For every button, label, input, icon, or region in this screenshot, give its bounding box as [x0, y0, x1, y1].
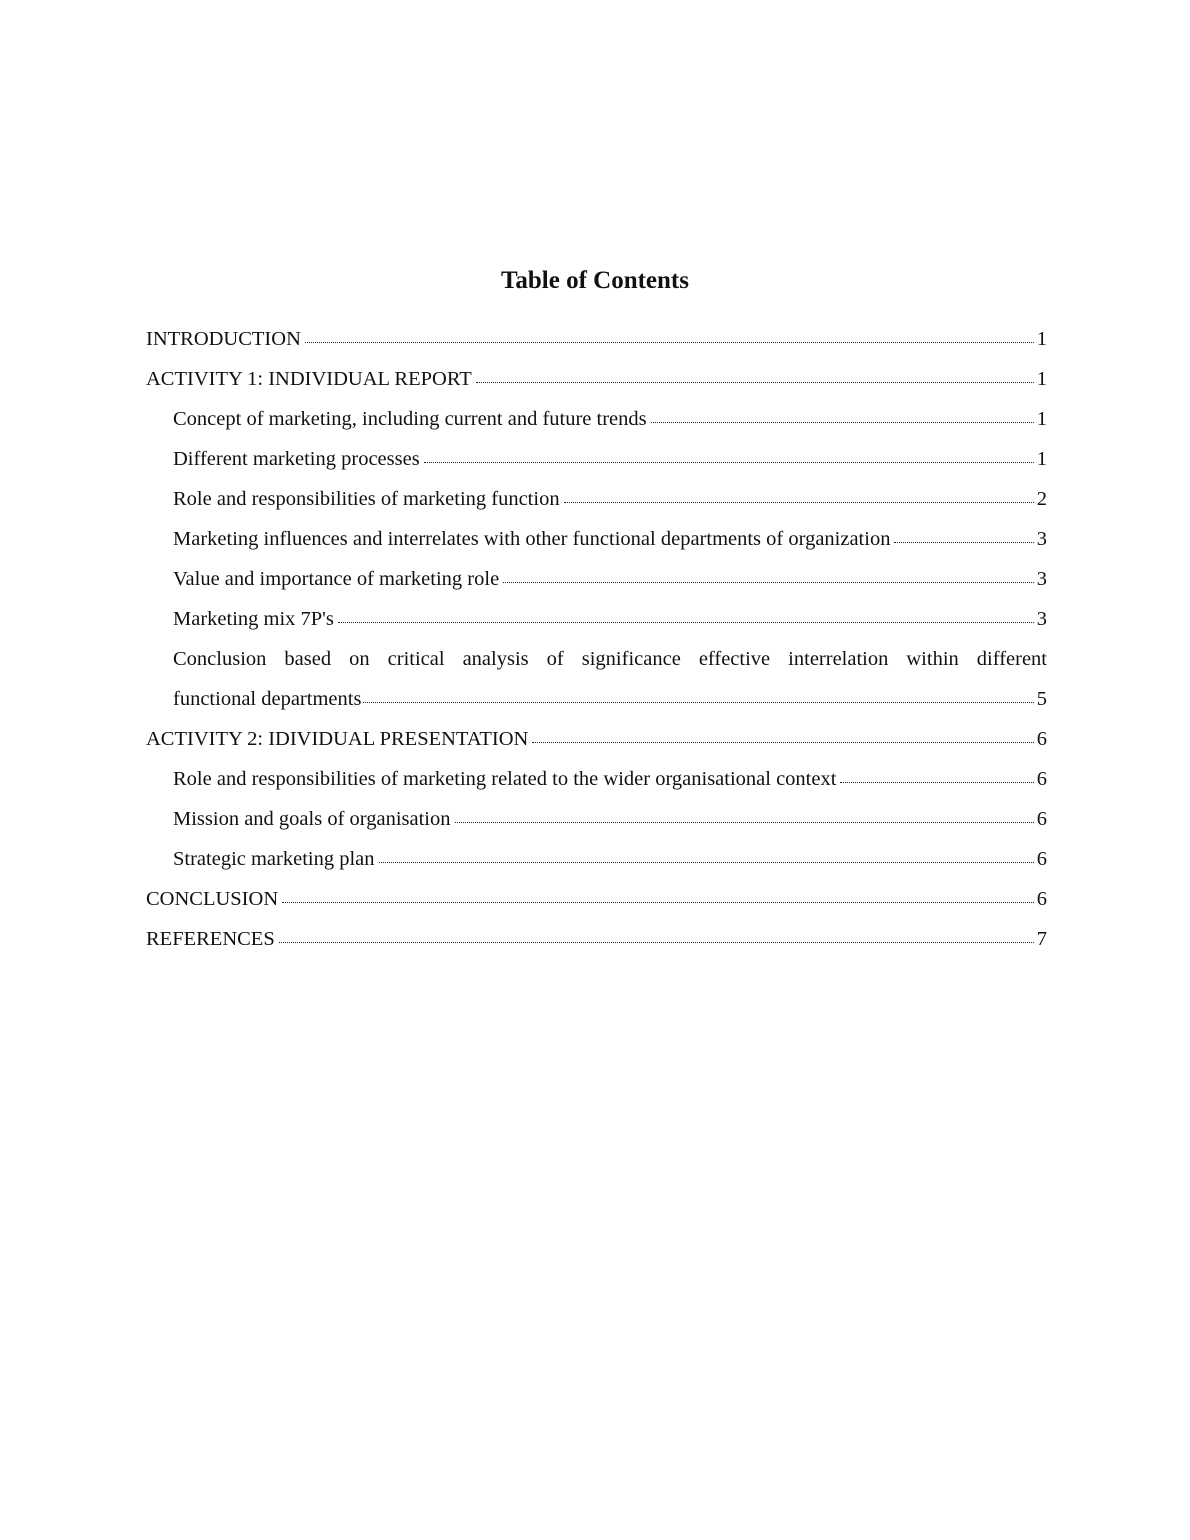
dot-leader — [894, 541, 1033, 543]
toc-list — [146, 319, 1047, 959]
toc-page-number: 2 — [1036, 488, 1047, 510]
toc-entry-label: Different marketing processes — [173, 448, 420, 470]
toc-entry-label: REFERENCES — [146, 928, 275, 950]
dot-leader — [455, 821, 1034, 823]
toc-page-number: 3 — [1036, 528, 1047, 550]
toc-page-number: 1 — [1036, 448, 1047, 470]
toc-entry-concept-of-marketing[interactable] — [146, 399, 1047, 439]
toc-entry-activity-1[interactable] — [146, 359, 1047, 399]
dot-leader — [503, 581, 1034, 583]
toc-entry-role-responsibilities[interactable] — [146, 479, 1047, 519]
dot-leader — [363, 701, 1033, 703]
toc-entry-label: Role and responsibilities of marketing function — [173, 488, 560, 510]
dot-leader — [564, 501, 1034, 503]
toc-entry-activity-2[interactable] — [146, 719, 1047, 759]
toc-entry-conclusion[interactable] — [146, 879, 1047, 919]
toc-page-number: 6 — [1036, 728, 1047, 750]
toc-entry-label: Concept of marketing, including current and future trends — [173, 408, 647, 430]
dot-leader — [379, 861, 1034, 863]
toc-entry-label: INTRODUCTION — [146, 328, 301, 350]
toc-page-number: 1 — [1036, 368, 1047, 390]
toc-entry-role-wider-context[interactable] — [146, 759, 1047, 799]
toc-entry-value-importance[interactable] — [146, 559, 1047, 599]
toc-page-number: 6 — [1036, 768, 1047, 790]
toc-entry-introduction[interactable] — [146, 319, 1047, 359]
toc-entry-label: ACTIVITY 2: IDIVIDUAL PRESENTATION — [146, 728, 529, 750]
toc-page-number: 6 — [1036, 808, 1047, 830]
toc-entry-marketing-influences[interactable] — [146, 519, 1047, 559]
toc-entry-marketing-processes[interactable] — [146, 439, 1047, 479]
toc-page-number: 3 — [1036, 608, 1047, 630]
toc-entry-label: Strategic marketing plan — [173, 848, 375, 870]
toc-entry-label: Marketing mix 7P's — [173, 608, 334, 630]
toc-page-number: 1 — [1036, 408, 1047, 430]
toc-entry-label: Role and responsibilities of marketing related to the wider organisational context — [173, 768, 837, 790]
toc-entry-conclusion-analysis[interactable] — [146, 639, 1047, 719]
toc-entry-label-line2: functional departments — [173, 688, 362, 710]
toc-entry-label: Value and importance of marketing role — [173, 568, 500, 590]
dot-leader — [305, 341, 1034, 343]
toc-entry-mission-goals[interactable] — [146, 799, 1047, 839]
toc-entry-line2 — [173, 679, 1047, 719]
dot-leader — [476, 381, 1034, 383]
toc-page-number: 1 — [1036, 328, 1047, 350]
dot-leader — [279, 941, 1034, 943]
toc-entry-label-line1: Conclusion based on critical analysis of significance effective interrelation within different — [173, 648, 1047, 670]
dot-leader — [840, 781, 1033, 783]
toc-entry-label: Mission and goals of organisation — [173, 808, 451, 830]
dot-leader — [651, 421, 1034, 423]
toc-entry-label: Marketing influences and interrelates with other functional departments of organization — [173, 528, 891, 550]
dot-leader — [532, 741, 1033, 743]
toc-entry-marketing-mix[interactable] — [146, 599, 1047, 639]
toc-page-number: 6 — [1036, 888, 1047, 910]
toc-entry-label: ACTIVITY 1: INDIVIDUAL REPORT — [146, 368, 472, 390]
toc-page-number: 6 — [1036, 848, 1047, 870]
dot-leader — [338, 621, 1034, 623]
toc-entry-label: CONCLUSION — [146, 888, 279, 910]
toc-entry-references[interactable] — [146, 919, 1047, 959]
dot-leader — [424, 461, 1034, 463]
toc-page-number: 3 — [1036, 568, 1047, 590]
toc-page-number: 7 — [1036, 928, 1047, 950]
toc-entry-strategic-plan[interactable] — [146, 839, 1047, 879]
dot-leader — [282, 901, 1034, 903]
toc-page-number: 5 — [1036, 688, 1047, 710]
toc-title: Table of Contents — [501, 267, 689, 294]
